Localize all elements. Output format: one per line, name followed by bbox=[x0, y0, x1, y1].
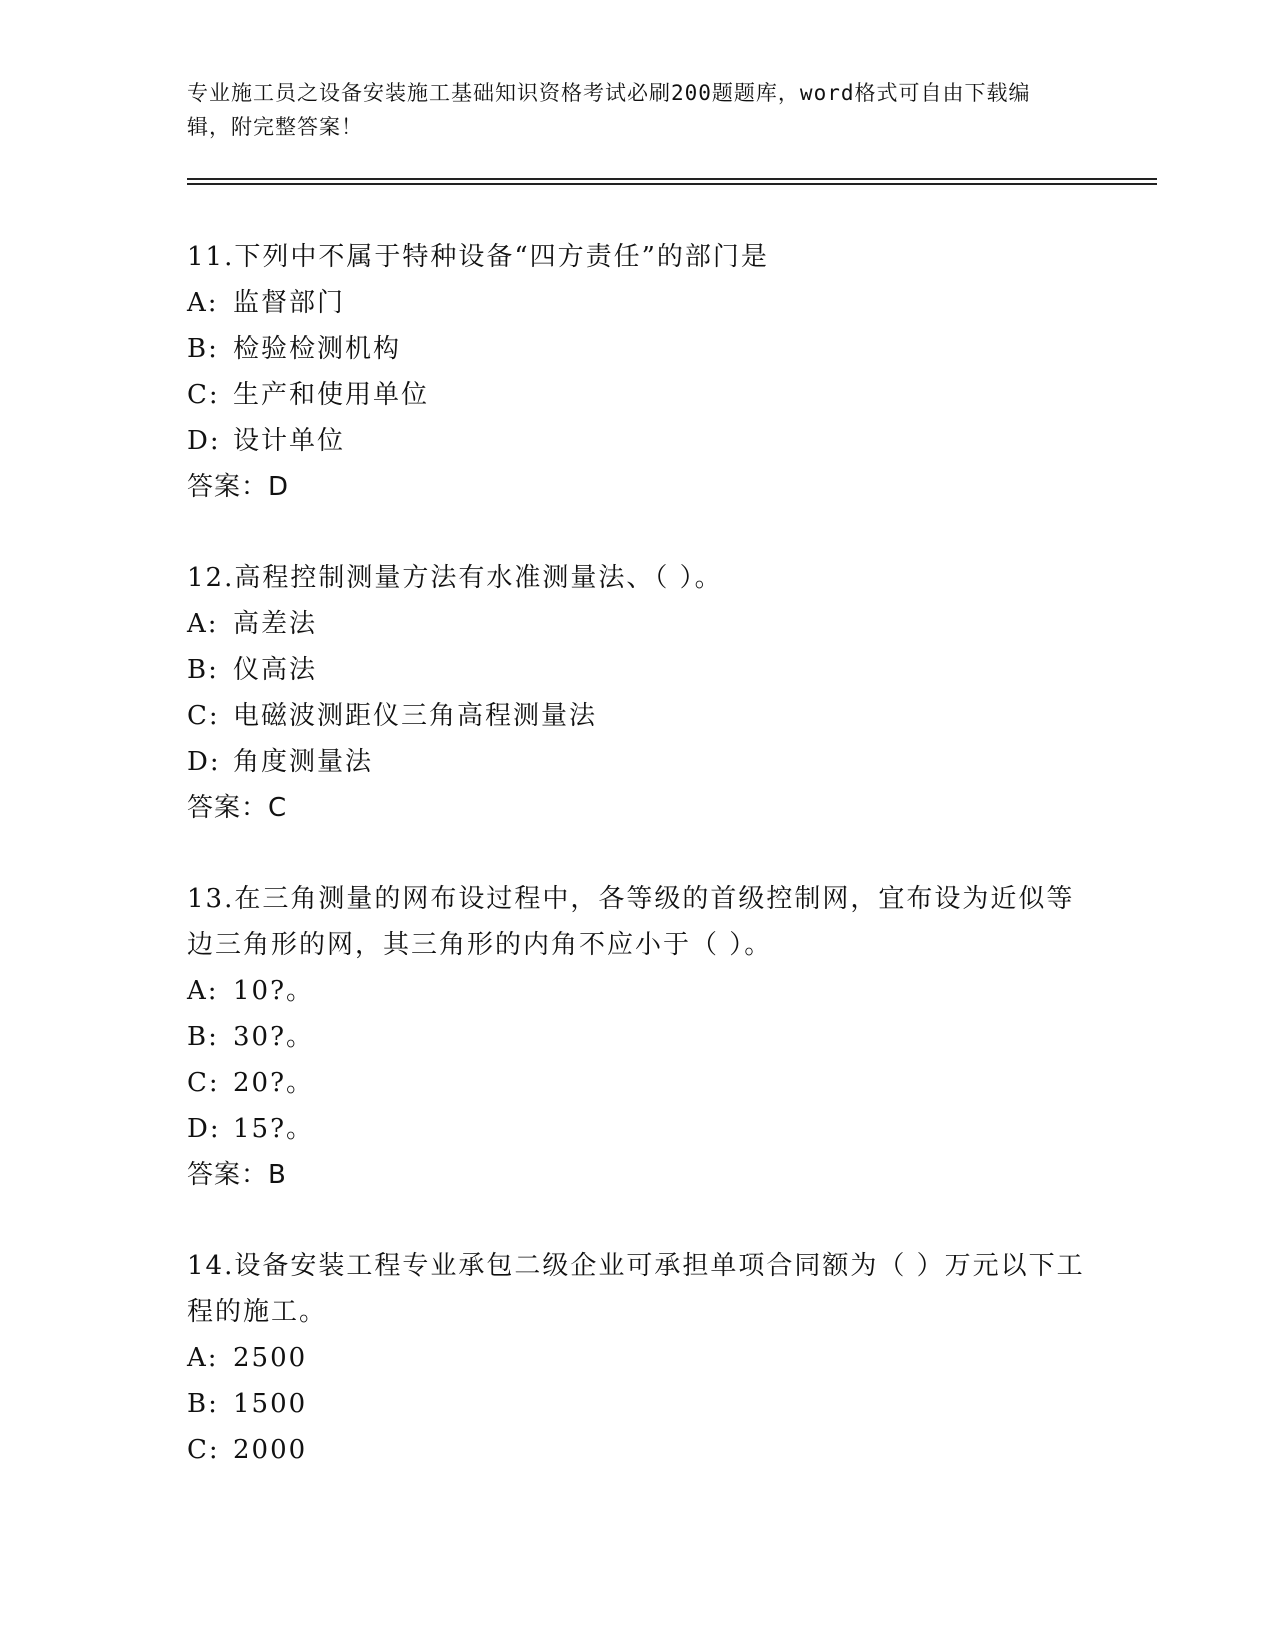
answer-line: 答案：D bbox=[187, 472, 290, 502]
answer-line: 答案：B bbox=[187, 1160, 287, 1190]
option-b bbox=[187, 1381, 1087, 1427]
option-a bbox=[187, 1335, 1087, 1381]
option-letter: D: bbox=[187, 426, 221, 456]
question-stem: 12.高程控制测量方法有水准测量法、（ ）。 bbox=[187, 563, 723, 593]
option-text: 高差法 bbox=[233, 609, 318, 639]
option-c bbox=[187, 693, 1087, 739]
option-text: 检验检测机构 bbox=[233, 334, 402, 364]
option-letter: C: bbox=[187, 1068, 220, 1098]
option-letter: A: bbox=[187, 1343, 219, 1373]
option-text: 2000 bbox=[233, 1435, 308, 1465]
option-text: 20?。 bbox=[233, 1068, 315, 1098]
option-letter: C: bbox=[187, 1435, 220, 1465]
answer-line: 答案：C bbox=[187, 793, 288, 823]
option-b bbox=[187, 1014, 1087, 1060]
option-letter: D: bbox=[187, 747, 221, 777]
option-b bbox=[187, 326, 1087, 372]
option-c bbox=[187, 1427, 1087, 1473]
option-letter: D: bbox=[187, 1114, 221, 1144]
option-d bbox=[187, 739, 1087, 785]
option-letter: C: bbox=[187, 380, 220, 410]
option-letter: B: bbox=[187, 1389, 219, 1419]
option-text: 30?。 bbox=[233, 1022, 315, 1052]
option-text: 15?。 bbox=[233, 1114, 315, 1144]
option-b bbox=[187, 647, 1087, 693]
question-13 bbox=[187, 876, 1087, 1198]
option-letter: C: bbox=[187, 701, 220, 731]
option-text: 监督部门 bbox=[233, 288, 346, 318]
option-text: 1500 bbox=[233, 1389, 308, 1419]
header-divider-bottom bbox=[187, 183, 1157, 185]
question-stem: 14.设备安装工程专业承包二级企业可承担单项合同额为（ ）万元以下工程的施工。 bbox=[187, 1251, 1085, 1327]
option-letter: A: bbox=[187, 976, 219, 1006]
option-letter: B: bbox=[187, 1022, 219, 1052]
option-letter: A: bbox=[187, 609, 219, 639]
option-text: 电磁波测距仪三角高程测量法 bbox=[233, 701, 598, 731]
option-letter: B: bbox=[187, 334, 219, 364]
document-header: 专业施工员之设备安装施工基础知识资格考试必刷200题题库，word格式可自由下载编辑，附完整答案！ bbox=[187, 81, 1031, 139]
question-stem: 11.下列中不属于特种设备“四方责任”的部门是 bbox=[187, 242, 769, 272]
option-text: 仪高法 bbox=[233, 655, 318, 685]
question-stem: 13.在三角测量的网布设过程中，各等级的首级控制网，宜布设为近似等边三角形的网，其三角形的内角不应小于（ ）。 bbox=[187, 884, 1075, 960]
option-letter: A: bbox=[187, 288, 219, 318]
option-text: 10?。 bbox=[233, 976, 315, 1006]
option-text: 生产和使用单位 bbox=[233, 380, 430, 410]
option-text: 设计单位 bbox=[233, 426, 346, 456]
option-d bbox=[187, 1106, 1087, 1152]
question-12 bbox=[187, 555, 1087, 831]
option-c bbox=[187, 372, 1087, 418]
option-a bbox=[187, 280, 1087, 326]
option-text: 2500 bbox=[233, 1343, 308, 1373]
question-11 bbox=[187, 234, 1087, 510]
option-d bbox=[187, 418, 1087, 464]
option-a bbox=[187, 601, 1087, 647]
option-letter: B: bbox=[187, 655, 219, 685]
header-divider-top bbox=[187, 178, 1157, 180]
option-text: 角度测量法 bbox=[233, 747, 374, 777]
option-c bbox=[187, 1060, 1087, 1106]
option-a bbox=[187, 968, 1087, 1014]
question-14 bbox=[187, 1243, 1087, 1473]
